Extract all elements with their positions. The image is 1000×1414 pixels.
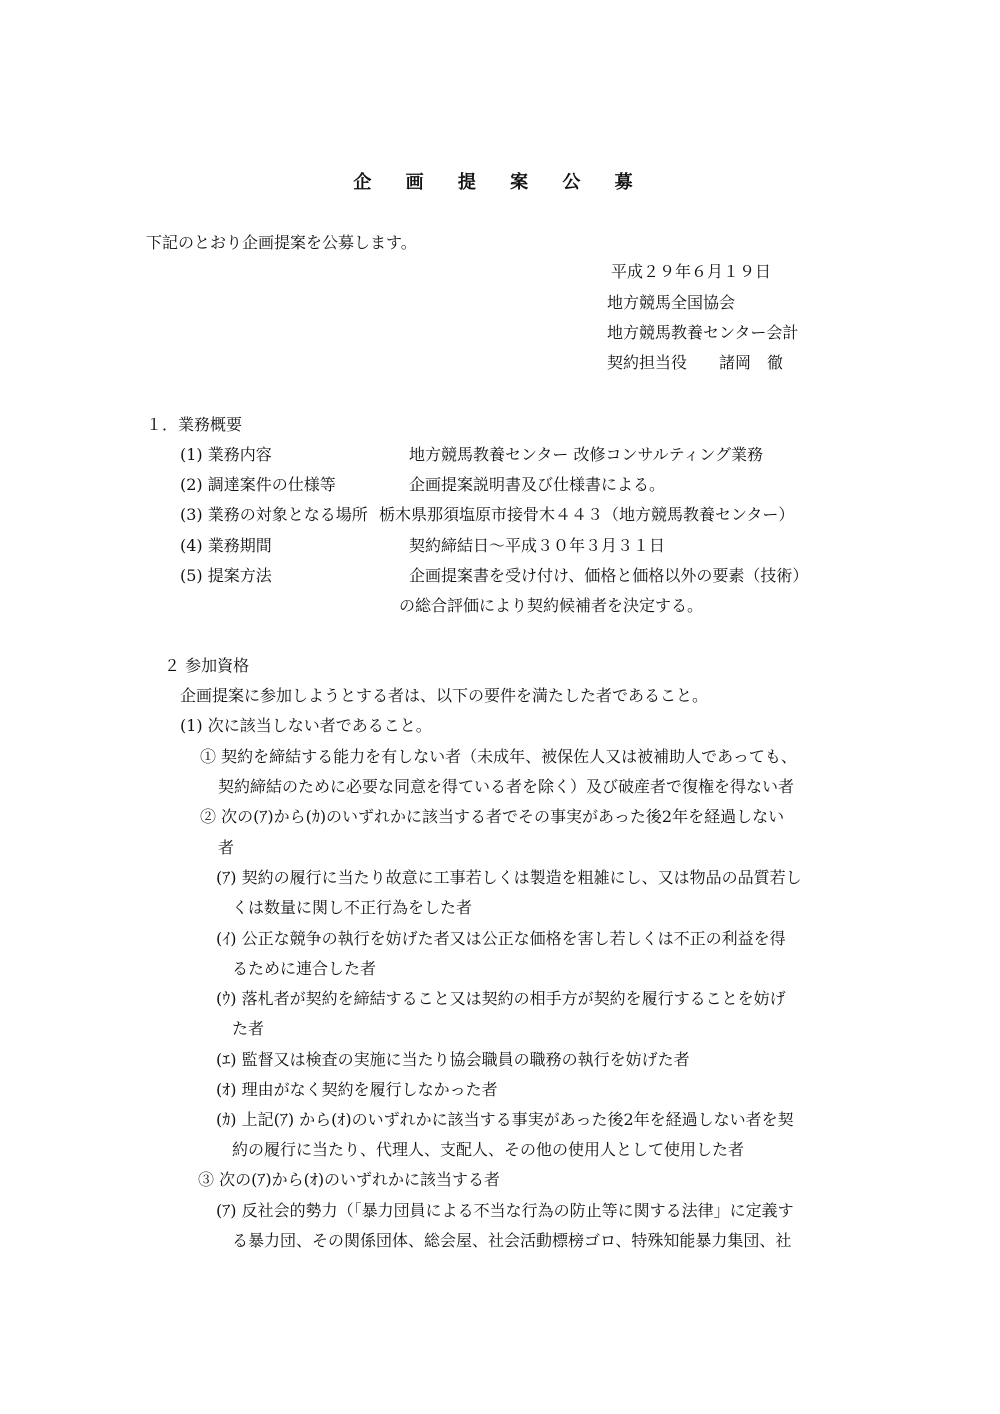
- condition-1-line1: ① 契約を締結する能力を有しない者（未成年、被保佐人又は被補助人であっても、: [200, 747, 797, 766]
- condition-2-line2: 者: [218, 838, 235, 857]
- clause-ka-line1: (ｶ) 上記(ｱ) から(ｵ)のいずれかに該当する事実があった後2年を経過しない者を契: [216, 1110, 794, 1129]
- clause-o-line1: (ｵ) 理由がなく契約を履行しなかった者: [216, 1080, 498, 1099]
- document-title: 企 画 提 案 公 募: [353, 172, 647, 193]
- condition-1-line2: 契約締結のために必要な同意を得ている者を除く）及び破産者で復権を得ない者: [218, 777, 795, 796]
- clause-ka-line2: 約の履行に当たり、代理人、支配人、その他の使用人として使用した者: [232, 1140, 745, 1159]
- item-label: (2) 調達案件の仕様等: [180, 475, 336, 494]
- clause-b-line1: (ｱ) 反社会的勢力（「暴力団員による不当な行為の防止等に関する法律」に定義す: [216, 1201, 794, 1220]
- issuer-org: 地方競馬全国協会: [607, 293, 736, 312]
- issue-date: 平成２９年６月１９日: [611, 262, 772, 281]
- issuer-officer: 契約担当役 諸岡 徹: [607, 353, 784, 372]
- clause-a-line2: くは数量に関し不正行為をした者: [232, 898, 473, 917]
- item-value: 企画提案書を受け付け、価格と価格以外の要素（技術）: [409, 566, 809, 585]
- issuer-dept: 地方競馬教養センター会計: [607, 323, 799, 342]
- clause-e-line1: (ｴ) 監督又は検査の実施に当たり協会職員の職務の執行を妨げた者: [216, 1050, 690, 1069]
- section1-heading: １．業務概要: [146, 415, 243, 434]
- clause-u-line2: た者: [232, 1019, 265, 1038]
- clause-i-line1: (ｲ) 公正な競争の執行を妨げた者又は公正な価格を害し若しくは不正の利益を得: [216, 929, 786, 948]
- item-value: 契約締結日～平成３０年３月３１日: [409, 536, 666, 555]
- item-label: (1) 業務内容: [180, 445, 272, 464]
- subsection-1: (1) 次に該当しない者であること。: [180, 716, 432, 735]
- clause-b-line2: る暴力団、その関係団体、総会屋、社会活動標榜ゴロ、特殊知能暴力集団、社: [232, 1231, 792, 1250]
- clause-u-line1: (ｳ) 落札者が契約を締結すること又は契約の相手方が契約を履行することを妨げ: [216, 989, 786, 1008]
- item-value-continued: の総合評価により契約候補者を決定する。: [399, 596, 704, 615]
- item-value: 栃木県那須塩原市接骨木４４３（地方競馬教養センター）: [379, 505, 795, 524]
- item-label: (4) 業務期間: [180, 536, 272, 555]
- section2-lead: 企画提案に参加しようとする者は、以下の要件を満たした者であること。: [180, 686, 709, 705]
- clause-i-line2: るために連合した者: [232, 959, 377, 978]
- item-label: (3) 業務の対象となる場所: [180, 505, 368, 524]
- condition-3-line1: ③ 次の(ｱ)から(ｵ)のいずれかに該当する者: [198, 1170, 501, 1189]
- section2-heading: ２ 参加資格: [164, 656, 250, 675]
- clause-a-line1: (ｱ) 契約の履行に当たり故意に工事若しくは製造を粗雑にし、又は物品の品質若し: [216, 868, 802, 887]
- item-label: (5) 提案方法: [180, 566, 272, 585]
- condition-2-line1: ② 次の(ｱ)から(ｶ)のいずれかに該当する者でその事実があった後2年を経過しない: [200, 807, 785, 826]
- item-value: 地方競馬教養センター 改修コンサルティング業務: [409, 445, 764, 464]
- item-value: 企画提案説明書及び仕様書による。: [409, 475, 666, 494]
- intro-text: 下記のとおり企画提案を公募します。: [146, 233, 417, 252]
